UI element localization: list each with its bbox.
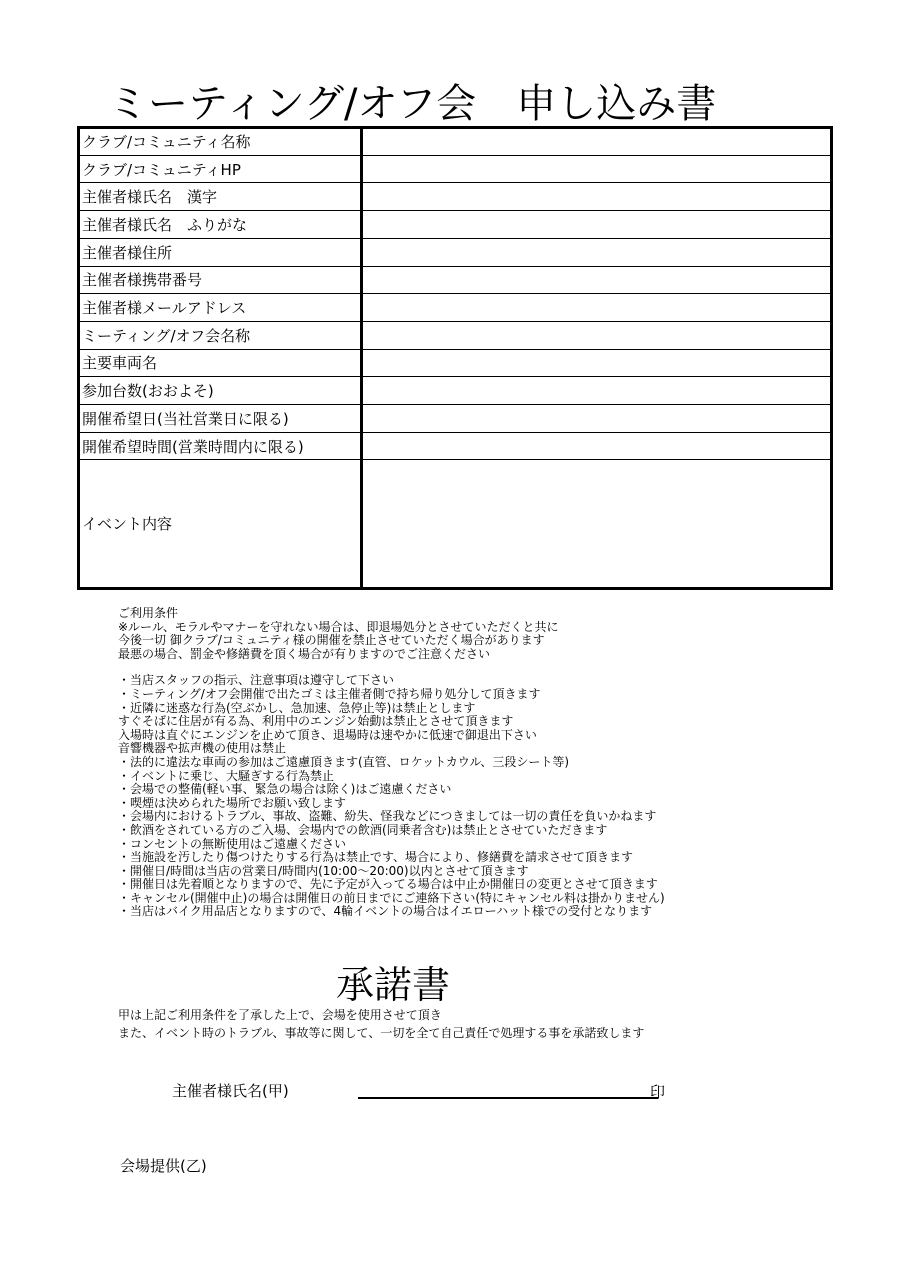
form-row-event-details [79,460,832,589]
terms-rule: ・会場での整備(軽い事、緊急の場合は除く)はご遠慮ください [118,782,452,797]
terms-rule: ・会場内におけるトラブル、事故、盗難、紛失、怪我などにつきましては一切の責任を負いかねます [118,809,657,824]
form-row-vehicle-count [79,377,832,405]
club-hp-input[interactable] [362,155,832,183]
event-details-input[interactable] [362,460,832,589]
venue-provider-label: 会場提供(乙) [120,1157,207,1175]
page-title: ミーティング/オフ会 申し込み書 [108,81,717,127]
form-fields [79,128,832,589]
organizer-mobile-input[interactable] [362,266,832,294]
club-name-input[interactable] [362,128,832,156]
form-row-preferred-time [79,432,832,460]
terms-rule: ・近隣に迷惑な行為(空ぶかし、急加速、急停止等)は禁止とします [118,700,476,715]
terms-rule: ・イベントに乗じ、大騒ぎする行為禁止 [118,768,335,783]
organizer-name-kana-input[interactable] [362,211,832,239]
field-label: 主催者様氏名 ふりがな [79,211,362,239]
preferred-date-input[interactable] [362,405,832,433]
consent-line: 甲は上記ご利用条件を了承した上で、会場を使用させて頂き [118,1008,442,1022]
field-label: 主催者様住所 [79,238,362,266]
terms-rule: ・喫煙は決められた場所でお願い致します [118,795,347,810]
form-row-meeting-name [79,321,832,349]
field-label: クラブ/コミュニティ名称 [79,128,362,156]
terms-rule: ・開催日/時間は当店の営業日/時間内(10:00～20:00)以内とさせて頂きます [118,863,529,878]
terms-rule: ・法的に違法な車両の参加はご遠慮頂きます(直管、ロケットカウル、三段シート等) [118,754,570,769]
terms-rule: 入場時は直ぐにエンジンを止めて頂き、退場時は速やかに低速で御退出下さい [118,727,537,742]
consent-line: また、イベント時のトラブル、事故等に関して、一切を全て自己責任で処理する事を承諾致します [118,1026,645,1040]
organizer-name-kanji-input[interactable] [362,183,832,211]
terms-intro-line: 今後一切 御クラブ/コミュニティ様の開催を禁止させていただく場合があります [118,633,545,648]
field-label: 主催者様メールアドレス [79,294,362,322]
organizer-signature-label: 主催者様氏名(甲) [172,1082,289,1100]
form-row-club-hp [79,155,832,183]
form-row-organizer-name-kanji [79,183,832,211]
form-row-organizer-name-kana [79,211,832,239]
terms-intro-line: 最悪の場合、罰金や修繕費を頂く場合が有りますのでご注意ください [118,646,491,661]
terms-rule: ・開催日は先着順となりますので、先に予定が入ってる場合は中止か開催日の変更とさせて頂きます [118,877,658,892]
form-row-main-vehicle [79,349,832,377]
terms-rule: すぐそばに住居が有る為、利用中のエンジン始動は禁止とさせて頂きます [118,714,514,729]
organizer-email-input[interactable] [362,294,832,322]
field-label: ミーティング/オフ会名称 [79,321,362,349]
terms-rule: 音響機器や拡声機の使用は禁止 [118,741,287,756]
terms-rule: ・コンセントの無断使用はご遠慮ください [118,836,347,851]
main-vehicle-input[interactable] [362,349,832,377]
terms-rule: ・当店スタッフの指示、注意事項は遵守して下さい [118,673,395,688]
form-row-organizer-mobile [79,266,832,294]
terms-rule: ・当施設を汚したり傷つけたりする行為は禁止です、場合により、修繕費を請求させて頂きます [118,850,634,865]
organizer-address-input[interactable] [362,238,832,266]
field-label: 主要車両名 [79,349,362,377]
field-label: 主催者様氏名 漢字 [79,183,362,211]
consent-title: 承諾書 [336,963,451,1007]
field-label: 参加台数(おおよそ) [79,377,362,405]
seal-mark: 印 [650,1083,666,1101]
form-row-preferred-date [79,405,832,433]
field-label: イベント内容 [79,460,362,589]
field-label: 主催者様携帯番号 [79,266,362,294]
terms-rule: ・当店はバイク用品店となりますので、4輪イベントの場合はイエローハット様での受付となります [118,904,653,919]
consent-text [118,1006,644,1042]
form-row-organizer-email [79,294,832,322]
meeting-name-input[interactable] [362,321,832,349]
terms-intro-line: ※ルール、モラルやマナーを守れない場合は、即退場処分とさせていただくと共に [118,619,559,634]
terms-rule: ・飲酒をされている方のご入場、会場内での飲酒(同乗者含む)は禁止とさせていただきます [118,822,608,837]
terms-heading: ご利用条件 [118,606,179,620]
vehicle-count-input[interactable] [362,377,832,405]
preferred-time-input[interactable] [362,432,832,460]
terms-rule: ・ミーティング/オフ会開催で出たゴミは主催者側で持ち帰り処分して頂きます [118,686,541,701]
terms-rule: ・キャンセル(開催中止)の場合は開催日の前日までにご連絡下さい(特にキャンセル料は掛かりません) [118,890,665,905]
field-label: クラブ/コミュニティHP [79,155,362,183]
field-label: 開催希望日(当社営業日に限る) [79,405,362,433]
field-label: 開催希望時間(営業時間内に限る) [79,432,362,460]
terms-of-use [118,607,665,919]
organizer-signature-line[interactable] [358,1097,658,1099]
form-row-organizer-address [79,238,832,266]
application-form-table [77,126,833,590]
form-row-club-name [79,128,832,156]
